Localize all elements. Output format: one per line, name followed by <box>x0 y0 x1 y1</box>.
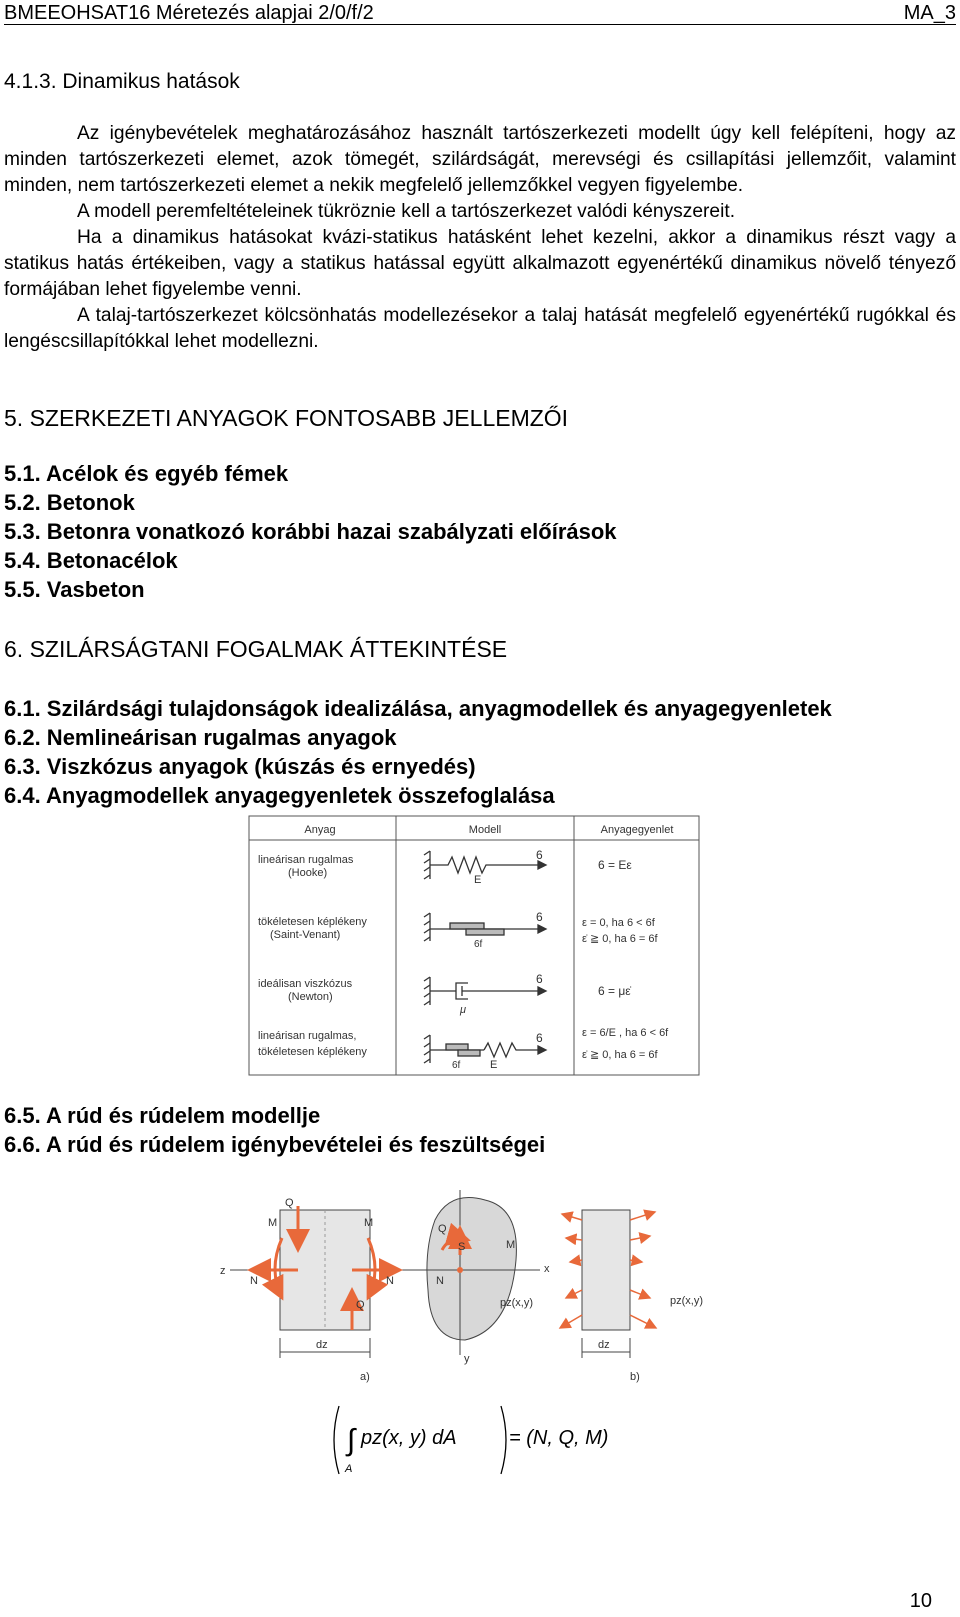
equation: ε = 0, ha 6 < 6f <box>582 917 655 929</box>
label: S <box>458 1241 466 1253</box>
label: x <box>544 1263 550 1275</box>
chapter-6-items-a <box>4 694 832 810</box>
label: b) <box>630 1371 640 1383</box>
toc-item: 6.6. A rúd és rúdelem igénybevételei és feszültségei <box>4 1132 546 1157</box>
label: N <box>436 1275 444 1287</box>
toc-item: 6.4. Anyagmodellek anyagegyenletek összefoglalása <box>4 783 555 808</box>
toc-item: 5.4. Betonacélok <box>4 548 178 573</box>
table-header-anyagegyenlet: Anyagegyenlet <box>600 824 674 836</box>
label: dz <box>316 1339 328 1351</box>
toc-item: 5.3. Betonra vonatkozó korábbi hazai szabályzati előírások <box>4 519 617 544</box>
label: y <box>464 1353 470 1365</box>
model-label: 6 <box>536 848 543 862</box>
row-material-name: lineárisan rugalmas, <box>258 1030 357 1042</box>
model-label: 6 <box>536 972 543 986</box>
label: dz <box>598 1339 610 1351</box>
model-label: 6 <box>536 1031 543 1045</box>
header-course-title: BMEEOHSAT16 Méretezés alapjai 2/0/f/2 <box>4 2 374 24</box>
toc-item: 6.2. Nemlineárisan rugalmas anyagok <box>4 725 397 750</box>
section-413-title: 4.1.3. Dinamikus hatások <box>4 70 240 93</box>
stress-distribution-b-icon <box>560 1210 656 1358</box>
section-413-body <box>4 121 956 355</box>
label: M <box>364 1217 374 1229</box>
paragraph: A modell peremfeltételeinek tükröznie kell a tartószerkezet valódi kényszereit. <box>77 201 736 222</box>
label: M <box>506 1239 516 1251</box>
integrand: pz(x, y) dA <box>361 1427 457 1449</box>
toc-item: 5.2. Betonok <box>4 490 135 515</box>
friction-block-icon <box>424 913 546 941</box>
chapter-5-items <box>4 459 617 604</box>
row-material-name: lineárisan rugalmas <box>258 854 354 866</box>
model-label: μ <box>460 1004 467 1016</box>
paragraph: A talaj-tartószerkezet kölcsönhatás modellezésekor a talaj hatását megfelelő egyenértékű rugókkal és lengéscsillapítókkal lehet modellezni. <box>4 305 956 352</box>
page-number: 10 <box>909 1590 932 1612</box>
page-header <box>4 2 956 25</box>
row-material-sub: (Saint-Venant) <box>270 929 341 941</box>
integral-sign: ∫ <box>347 1424 356 1457</box>
chapter-6-items-b <box>4 1101 545 1159</box>
equation: ε̇ ≧ 0, ha 6 = 6f <box>582 1049 658 1061</box>
chapter-5-title: 5. SZERKEZETI ANYAGOK FONTOSABB JELLEMZŐI <box>4 405 569 431</box>
row-material-sub: (Newton) <box>288 991 333 1003</box>
beam-element-figure <box>210 1180 730 1395</box>
toc-item: 6.5. A rúd és rúdelem modellje <box>4 1103 321 1128</box>
material-model-table <box>248 815 700 1077</box>
equation: 6 = Eε <box>598 858 632 872</box>
elastoplastic-model-icon <box>424 1035 546 1063</box>
label: a) <box>360 1371 370 1383</box>
label: N <box>250 1275 258 1287</box>
spring-model-icon <box>424 851 546 879</box>
model-label: E <box>474 874 482 886</box>
toc-item: 5.1. Acélok és egyéb fémek <box>4 461 289 486</box>
toc-item: 6.3. Viszkózus anyagok (kúszás és ernyedés) <box>4 754 476 779</box>
label: N <box>386 1275 394 1287</box>
label: z <box>220 1265 226 1277</box>
model-label: 6f <box>452 1060 461 1071</box>
model-label: E <box>490 1059 498 1071</box>
label: Q <box>285 1197 294 1209</box>
model-label: 6f <box>474 939 483 950</box>
table-header-modell: Modell <box>468 824 502 836</box>
model-label: 6 <box>536 910 543 924</box>
equation: 6 = με̇ <box>598 984 631 998</box>
row-material-name: tökéletesen képlékeny <box>258 916 367 928</box>
toc-item: 6.1. Szilárdsági tulajdonságok idealizálása, anyagmodellek és anyagegyenletek <box>4 696 832 721</box>
formula-result: = (N, Q, M) <box>509 1427 609 1449</box>
row-material-sub: (Hooke) <box>288 867 328 879</box>
equation: ε = 6/E , ha 6 < 6f <box>582 1027 669 1039</box>
label: M <box>268 1217 278 1229</box>
toc-item: 5.5. Vasbeton <box>4 577 145 602</box>
row-material-name: ideálisan viszkózus <box>258 978 353 990</box>
paragraph: Az igénybevételek meghatározásához használt tartószerkezeti modellt úgy kell felépíteni, hogy az minden tartószerkezeti elemet, azok tömegét, szilárdságát, merevségi és csillapítási jellemzőit, valamint minden, nem tartószerkezeti elemet a nekik megfelelő jellemzőkkel vegyen figyelembe. <box>4 123 956 196</box>
label: Q <box>356 1299 365 1311</box>
equation: ε̇ ≧ 0, ha 6 = 6f <box>582 933 658 945</box>
label: pz(x,y) <box>500 1297 533 1309</box>
table-header-anyag: Anyag <box>304 824 336 836</box>
row-material-sub: tökéletesen képlékeny <box>258 1046 367 1058</box>
chapter-6-title: 6. SZILÁRSÁGTANI FOGALMAK ÁTTEKINTÉSE <box>4 636 508 662</box>
label: pz(x,y) <box>670 1295 703 1307</box>
integral-domain: A <box>345 1463 353 1475</box>
cross-section-icon <box>420 1190 540 1355</box>
paragraph: Ha a dinamikus hatásokat kvázi-statikus hatásként lehet kezelni, akkor a dinamikus részt vagy a statikus hatás értékeiben, vagy a statikus hatással együtt alkalmazott egyenértékű dinamikus növelő tényező formájában lehet figyelembe venni. <box>4 227 956 300</box>
integral-formula <box>325 1400 625 1480</box>
dashpot-model-icon <box>424 977 546 1005</box>
label: Q <box>438 1223 447 1235</box>
header-code: MA_3 <box>903 2 956 24</box>
